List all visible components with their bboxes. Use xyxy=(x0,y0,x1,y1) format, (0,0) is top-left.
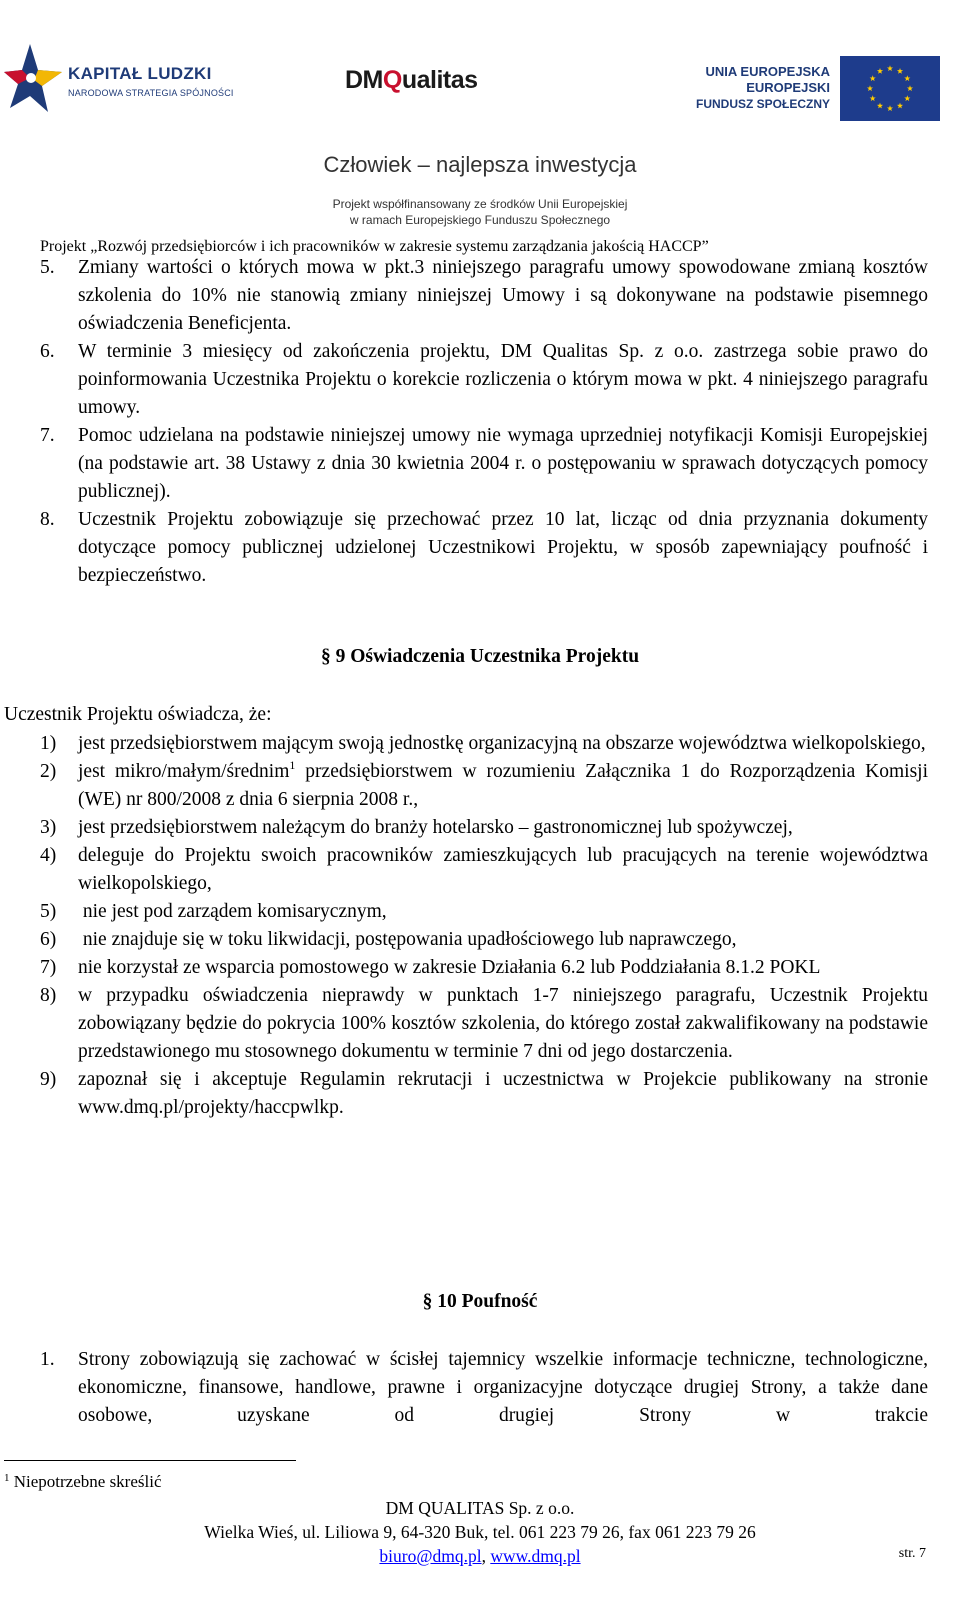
clause-text: Pomoc udzielana na podstawie niniejszej umowy nie wymaga uprzedniej notyfikacji Komisji Europejskiej (na podstawie art. 38 Ustawy z dnia 30 kwietnia 2004 r. o postępowaniu w sprawach dotyczących pomocy publicznej). xyxy=(78,425,928,502)
list-item xyxy=(40,814,928,842)
cofinancing-line2: w ramach Europejskiego Funduszu Społecznego xyxy=(349,213,611,227)
kapital-ludzki-subtitle: NARODOWA STRATEGIA SPÓJNOŚCI xyxy=(68,88,234,98)
section-9-list xyxy=(40,730,928,1122)
clause-text: Zmiany wartości o których mowa w pkt.3 niniejszego paragrafu umowy spowodowane zmianą kosztów szkolenia do 10% nie stanowią zmiany niniejszej Umowy i są dokonywane na podstawie pisemnego oświadczenia Beneficjenta. xyxy=(78,257,928,334)
eu-flag-icon xyxy=(840,56,940,121)
list-item xyxy=(40,954,928,982)
list-item xyxy=(40,730,928,758)
kapital-ludzki-star-icon xyxy=(4,42,62,116)
clause-text: Strony zobowiązują się zachować w ścisłej tajemnicy wszelkie informacje techniczne, technologiczne, ekonomiczne, finansowe, handlowe, prawne i organizacyjne dotyczące drugiej Strony, a także dane osobowe, uzyskane od drugiej Strony w trakcie xyxy=(78,1349,928,1426)
list-item-text: w przypadku oświadczenia nieprawdy w punktach 1-7 niniejszego paragrafu, Uczestnik Projektu zobowiązany będzie do pokrycia 100% kosztów szkolenia, do którego został zakwalifikowany na podstawie przedstawionego mu stosownego dokumentu w terminie 7 dni od jego dostarczenia. xyxy=(78,985,928,1062)
footnote xyxy=(4,1472,162,1492)
list-item-number: 1) xyxy=(40,733,57,754)
list-item-number: 5) xyxy=(40,901,57,922)
footnote-mark: 1 xyxy=(4,1472,10,1484)
clause-item xyxy=(40,338,928,422)
page-number: str. 7 xyxy=(898,1546,926,1561)
clause-number: 5. xyxy=(40,257,55,278)
list-item-number: 6) xyxy=(40,929,57,950)
list-item-text: jest przedsiębiorstwem należącym do branży hotelarsko – gastronomicznej lub spożywczej, xyxy=(78,817,793,838)
list-item-text-a: jest mikro/małym/średnim xyxy=(78,761,290,782)
list-item-text: deleguje do Projektu swoich pracowników zamieszkujących lub pracujących na terenie województwa wielkopolskiego, xyxy=(78,845,928,894)
list-item-number: 3) xyxy=(40,817,57,838)
clause-number: 8. xyxy=(40,509,55,530)
footer-website-link[interactable]: www.dmq.pl xyxy=(490,1546,581,1566)
clause-number: 1. xyxy=(40,1349,55,1370)
kapital-ludzki-title: KAPITAŁ LUDZKI xyxy=(68,64,212,83)
footnote-separator xyxy=(4,1460,296,1461)
clause-item xyxy=(40,506,928,590)
clause-item xyxy=(40,1346,928,1430)
footer-address: Wielka Wieś, ul. Liliowa 9, 64-320 Buk, tel. 061 223 79 26, fax 061 223 79 26 xyxy=(204,1522,756,1542)
kapital-ludzki-logo xyxy=(4,42,234,116)
eu-logo-line2: EUROPEJSKI xyxy=(746,80,830,95)
clause-number: 6. xyxy=(40,341,55,362)
dmq-logo-q: Q xyxy=(382,66,402,94)
list-item-number: 8) xyxy=(40,985,57,1006)
clause-item xyxy=(40,254,928,338)
section-9-heading: § 9 Oświadczenia Uczestnika Projektu xyxy=(320,646,640,667)
dmqualitas-logo xyxy=(345,66,478,95)
list-item-text: nie znajduje się w toku likwidacji, postępowania upadłościowego lub naprawczego, xyxy=(78,929,737,950)
list-item-text-b: przedsiębiorstwem w rozumieniu Załącznika 1 do Rozporządzenia Komisji (WE) nr 800/2008 z dnia 6 sierpnia 2008 r., xyxy=(78,761,929,810)
list-item xyxy=(40,758,928,814)
eu-fund-logo-text xyxy=(680,64,830,112)
footnote-reference: 1 xyxy=(289,758,296,772)
clause-text: W terminie 3 miesięcy od zakończenia projektu, DM Qualitas Sp. z o.o. zastrzega sobie prawo do poinformowania Uczestnika Projektu o korekcie rozliczenia o którym mowa w pkt. 4 niniejszego paragrafu umowy. xyxy=(78,341,928,418)
list-item-text: nie jest pod zarządem komisarycznym, xyxy=(78,901,387,922)
list-item xyxy=(40,982,928,1066)
footnote-text: Niepotrzebne skreślić xyxy=(9,1472,162,1491)
footer-separator: , xyxy=(481,1546,491,1566)
list-item-text: zapoznał się i akceptuje Regulamin rekrutacji i uczestnictwa w Projekcie publikowany na stronie www.dmq.pl/projekty/haccpwlkp. xyxy=(78,1069,928,1118)
section-9-intro: Uczestnik Projektu oświadcza, że: xyxy=(4,704,272,725)
list-item xyxy=(40,926,928,954)
list-item xyxy=(40,898,928,926)
motto: Człowiek – najlepsza inwestycja xyxy=(323,152,637,177)
list-item-number: 9) xyxy=(40,1069,57,1090)
clause-number: 7. xyxy=(40,425,55,446)
dmq-logo-prefix: DM xyxy=(345,66,383,94)
dmq-logo-suffix: ualitas xyxy=(401,66,478,94)
clause-text: Uczestnik Projektu zobowiązuje się przechować przez 10 lat, licząc od dnia przyznania dokumenty dotyczące pomocy publicznej udzielonej Uczestnikowi Projektu, w sposób zapewniający poufność i bezpieczeństwo. xyxy=(78,509,928,586)
cofinancing-note xyxy=(0,196,960,228)
list-item-text xyxy=(78,758,928,814)
project-title-line: Projekt „Rozwój przedsiębiorców i ich pracowników w zakresie systemu zarządzania jakością HACCP” xyxy=(40,238,709,255)
list-item-number: 2) xyxy=(40,761,57,782)
list-item xyxy=(40,842,928,898)
footer-email-link[interactable]: biuro@dmq.pl xyxy=(379,1546,482,1566)
eu-logo-line3: FUNDUSZ SPOŁECZNY xyxy=(695,97,830,111)
clause-item xyxy=(40,422,928,506)
list-item-number: 7) xyxy=(40,957,57,978)
footer-contact xyxy=(0,1544,960,1568)
list-item xyxy=(40,1066,928,1122)
list-item-text: jest przedsiębiorstwem mającym swoją jednostkę organizacyjną na obszarze województwa wielkopolskiego, xyxy=(78,733,926,754)
section-10-heading: § 10 Poufność xyxy=(422,1291,538,1312)
list-item-text: nie korzystał ze wsparcia pomostowego w zakresie Działania 6.2 lub Poddziałania 8.1.2 POKL xyxy=(78,957,821,978)
eu-logo-line1: UNIA EUROPEJSKA xyxy=(705,64,830,79)
footer-company: DM QUALITAS Sp. z o.o. xyxy=(385,1498,575,1518)
list-item-number: 4) xyxy=(40,845,57,866)
cofinancing-line1: Projekt współfinansowany ze środków Unii Europejskiej xyxy=(332,197,628,211)
